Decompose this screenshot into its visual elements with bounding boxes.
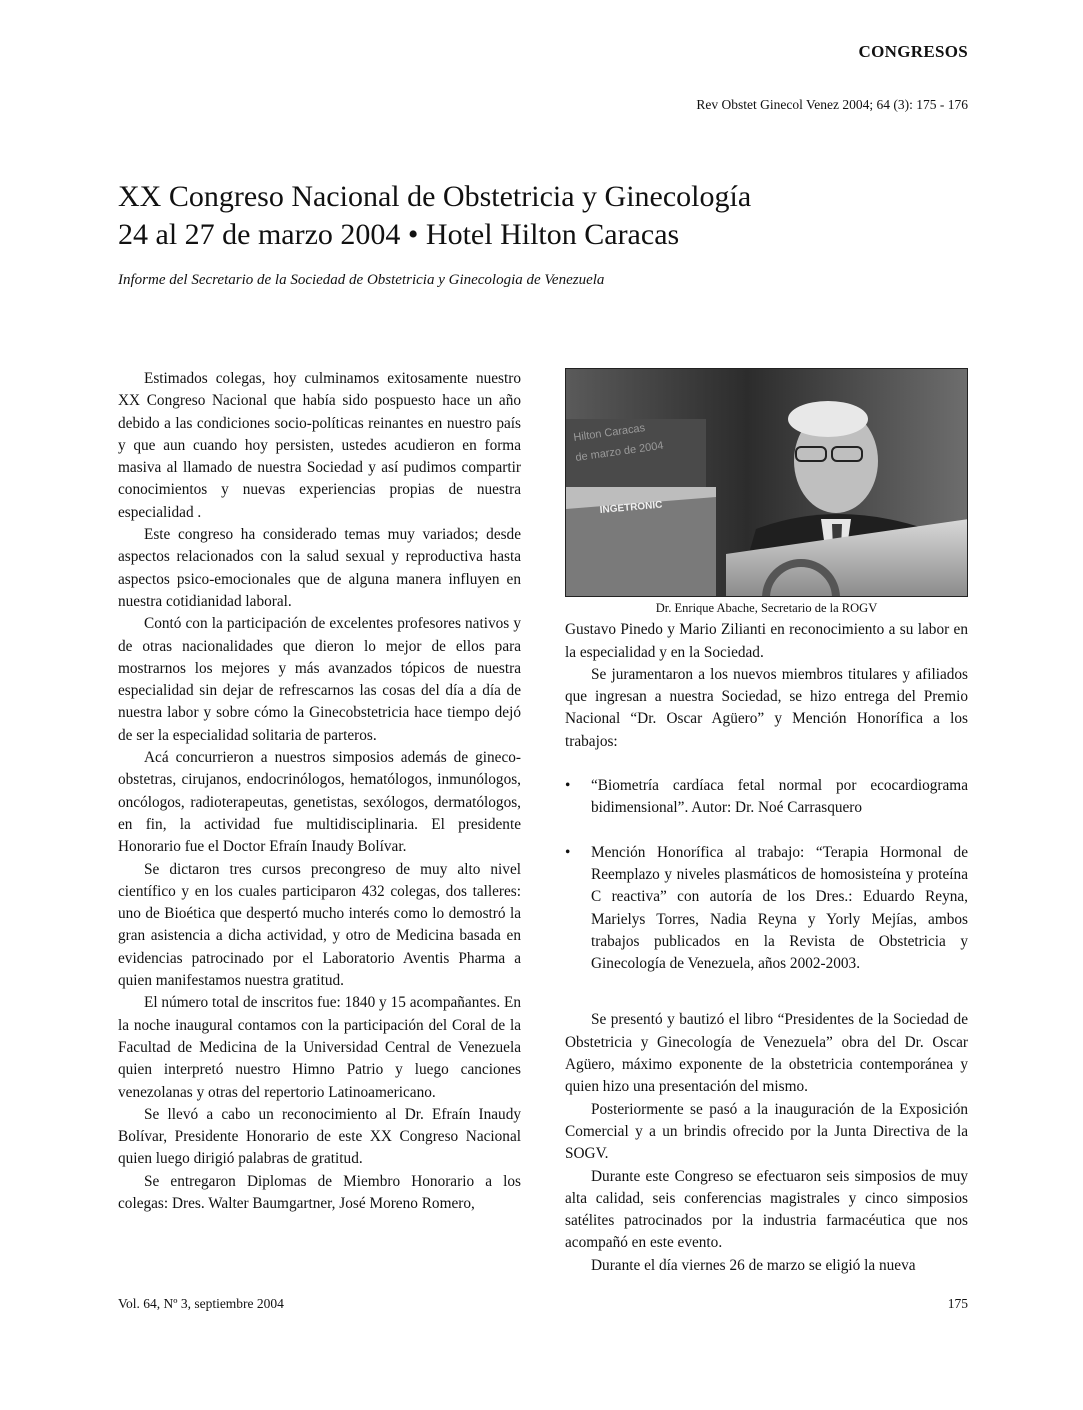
paragraph: Durante el día viernes 26 de marzo se eligió la nueva xyxy=(591,1256,916,1274)
paragraph: Se dictaron tres cursos precongreso de muy alto nivel científico y en los cuales participaron 432 colegas, dos talleres: uno de Bioética que despertó mucho interés como lo demostró la gran asistencia a dicha actividad, y otro de Medicina basada en evidencias patrocinado por el Laboratorio Aventis Pharma a quien manifestamos nuestra gratitud. xyxy=(118,860,521,990)
paragraph: Acá concurrieron a nuestros simposios además de gineco-obstetras, cirujanos, endocrinólogos, hematólogos, inmunólogos, oncólogos, radioterapeutas, genetistas, sexólogos, dermatólogos, en fin, la actividad fue multidisciplinaria. El presidente Honorario fue el Doctor Efraín Inaudy Bolívar. xyxy=(118,749,521,856)
paragraph: Posteriormente se pasó a la inauguración de la Exposición Comercial y a un brindis ofrecido por la Junta Directiva de la SOGV. xyxy=(565,1100,968,1163)
paragraph: Contó con la participación de excelentes profesores nativos y de otras nacionalidades que dieron lo mejor de ellos para mostrarnos los mejores y más avanzados tópicos de nuestra especialidad sin dejar de refrescarnos las cosas del día a día de nuestra labor y sobre cómo la Ginecobstetricia hace tiempo dejó de ser la especialidad solitaria de parteros. xyxy=(118,615,521,744)
awards-list xyxy=(565,775,968,975)
podium-label: INGETRONIC xyxy=(599,499,663,516)
list-item-text: “Biometría cardíaca fetal normal por ecocardiograma bidimensional”. Autor: Dr. Noé Carrasquero xyxy=(591,777,968,817)
footer-volume: Vol. 64, Nº 3, septiembre 2004 xyxy=(118,1296,284,1311)
right-column xyxy=(565,368,968,1277)
photo-caption: Dr. Enrique Abache, Secretario de la ROGV xyxy=(655,601,878,615)
screen-text: Hilton Caracas xyxy=(572,422,646,444)
title-line-1: XX Congreso Nacional de Obstetricia y Ginecología xyxy=(118,180,752,213)
list-item-text: Mención Honorífica al trabajo: “Terapia Hormonal de Reemplazo y niveles plasmáticos de homosisteína y proteína C reactiva” con autoría de los Dres.: Eduardo Reyna, Marielys Torres, Nadia Reyna y Yorly Mejías, ambos trabajos publicados en la Revista de Obstetricia y Ginecología de Venezuela, años 2002-2003. xyxy=(591,843,968,973)
paragraph: Este congreso ha considerado temas muy variados; desde aspectos relacionados con la salud sexual y reproductiva hasta aspectos psico-emocionales que de alguna manera influyen en nuestra cotidianidad laboral. xyxy=(118,526,521,610)
screen-text: de marzo de 2004 xyxy=(574,439,665,464)
paragraph: El número total de inscritos fue: 1840 y 15 acompañantes. En la noche inaugural contamos con la participación del Coral de la Facultad de Medicina de la Universidad Central de Venezuela quien interpretó nuestro Himno Patrio y luego canciones venezolanas y otras del repertorio Latinoamericano. xyxy=(118,994,521,1101)
paragraph: Gustavo Pinedo y Mario Zilianti en reconocimiento a su labor en la especialidad y en la Sociedad. xyxy=(565,621,968,661)
title-line-2: 24 al 27 de marzo 2004 • Hotel Hilton Caracas xyxy=(118,218,680,251)
left-column xyxy=(118,368,521,1215)
page-number: 175 xyxy=(947,1296,968,1311)
speaker-photo xyxy=(565,368,968,597)
journal-citation: Rev Obstet Ginecol Venez 2004; 64 (3): 175 - 176 xyxy=(696,97,968,112)
speaker-photo-graphic xyxy=(566,369,968,597)
section-tag: CONGRESOS xyxy=(858,42,968,61)
article-subtitle: Informe del Secretario de la Sociedad de Obstetricia y Ginecologia de Venezuela xyxy=(118,272,605,288)
bullet-icon: • xyxy=(565,843,571,861)
article-title xyxy=(118,178,958,254)
list-item xyxy=(565,775,968,820)
paragraph: Estimados colegas, hoy culminamos exitosamente nuestro XX Congreso Nacional que había sido pospuesto hace un año debido a las condiciones socio-políticas reinantes en nuestro país y que aun cuando hoy persisten, ustedes acudieron en forma masiva al llamado de nuestra Sociedad y así pudimos compartir conocimientos y nuevas experiencias propias de nuestra especialidad . xyxy=(118,370,521,521)
paragraph: Se entregaron Diplomas de Miembro Honorario a los colegas: Dres. Walter Baumgartner, José Moreno Romero, xyxy=(118,1172,521,1212)
paragraph: Se presentó y bautizó el libro “Presidentes de la Sociedad de Obstetricia y Ginecología de Venezuela” obra del Dr. Oscar Agüero, máximo exponente de la obstetricia contemporánea y quien hizo una presentación del mismo. xyxy=(565,1011,968,1096)
list-item xyxy=(565,842,968,976)
paragraph: Se llevó a cabo un reconocimiento al Dr. Efraín Inaudy Bolívar, Presidente Honorario de este XX Congreso Nacional quien luego dirigió palabras de gratitud. xyxy=(118,1105,521,1168)
paragraph: Se juramentaron a los nuevos miembros titulares y afiliados que ingresan a nuestra Sociedad, se hizo entrega del Premio Nacional “Dr. Oscar Agüero” y Mención Honorífica a los trabajos: xyxy=(565,665,968,750)
bullet-icon: • xyxy=(565,777,571,795)
paragraph: Durante este Congreso se efectuaron seis simposios de muy alta calidad, seis conferencias magistrales y cinco simposios satélites patrocinados por la industria farmacéutica que nos acompañó en este evento. xyxy=(565,1167,968,1252)
